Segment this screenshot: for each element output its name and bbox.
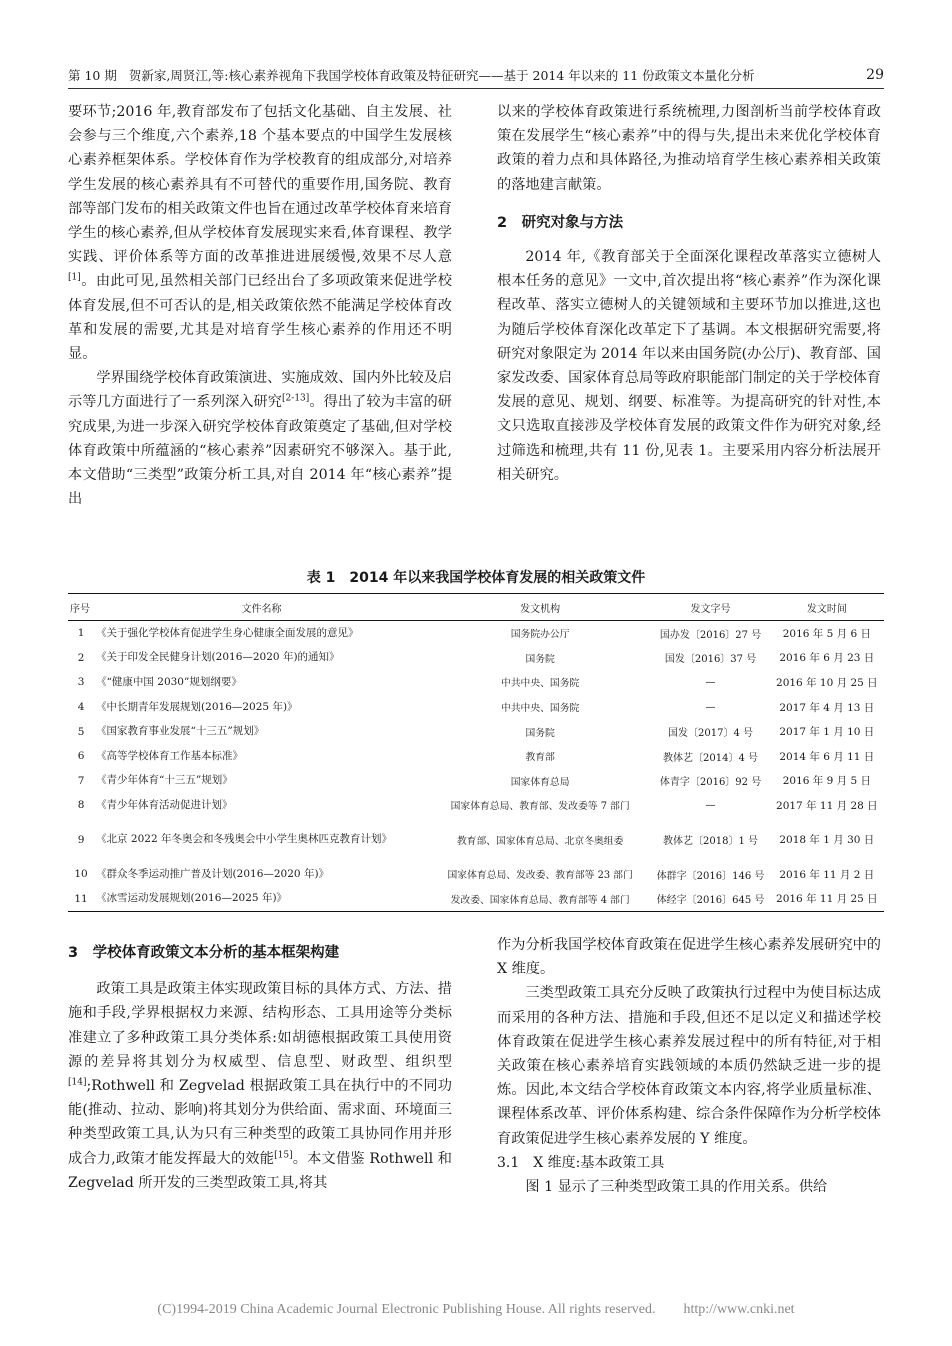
- paragraph: 政策工具是政策主体实现政策目标的具体方式、方法、措施和手段,学界根据权力来源、结构形态、工具用途等分类标准建立了多种政策工具分类体系:如胡德根据政策工具使用资源的差异将其划分为权威型、信息型、财政型、组织型[14];Rothwell 和 Zegvelad 根据政策工具在执行中的不同功能(推动、拉动、影响)将其划分为供给面、需求面、环境面三种类型政策工具,认为只有三种类型的政策工具协同作用并形成合力,政策才能发挥最大的效能[15]。本文借鉴 Rothwell 和 Zegvelad 所开发的三类型政策工具,将其: [68, 981, 452, 1191]
- right-column-top: [497, 100, 881, 487]
- table-row: 3 《“健康中国 2030”规划纲要》 中共中央、国务院 — 2016 年 10 月 25 日: [77, 675, 878, 690]
- citation[interactable]: [14]: [68, 1077, 87, 1088]
- table-row: 2 《关于印发全民健身计划(2016—2020 年)的通知》 国务院 国发〔2016〕37 号 2016 年 6 月 23 日: [77, 651, 875, 666]
- paragraph: 要环节;2016 年,教育部发布了包括文化基础、自主发展、社会参与三个维度,六个素养,18 个基本要点的中国学生发展核心素养框架体系。学校体育作为学校教育的组成部分,对培养学生发展的核心素养具有不可替代的重要作用,国务院、教育部等部门发布的相关政策文件也旨在通过改革学校体育来培育学生的核心素养,但从学校体育发展现实来看,体育课程、教学实践、评价体系等方面的改革推进进展缓慢,效果不尽人意[1]。由此可见,虽然相关部门已经出台了多项政策来促进学校体育发展,但不可否认的是,相关政策依然不能满足学校体育改革和发展的需要,尤其是对培育学生核心素养的作用还不明显。: [68, 104, 452, 363]
- col-header-code: 发文字号: [651, 594, 769, 621]
- paragraph: 图 1 显示了三种类型政策工具的作用关系。供给: [525, 1179, 828, 1196]
- table-row: 5 《国家教育事业发展“十三五”规划》 国务院 国发〔2017〕4 号 2017 年 1 月 10 日: [77, 725, 875, 740]
- running-header: [68, 64, 884, 86]
- citation[interactable]: [2-13]: [282, 393, 310, 404]
- table-header-row: [68, 594, 884, 621]
- citation[interactable]: [15]: [274, 1149, 293, 1160]
- policy-table: [68, 593, 884, 912]
- table-row: 4 《中长期青年发展规划(2016—2025 年)》 中共中央、国务院 — 2017 年 4 月 13 日: [77, 700, 875, 715]
- col-header-org: 发文机构: [429, 594, 652, 621]
- table-row: 11 《冰雪运动发展规划(2016—2025 年)》 发改委、国家体育总局、教育部等 4 部门 体经字〔2016〕645 号 2016 年 11 月 25 日: [68, 886, 884, 911]
- left-column-bottom: [68, 941, 452, 1195]
- issue-number: 第 10 期: [68, 68, 117, 83]
- table-row: 7 《青少年体育“十三五”规划》 国家体育总局 体青字〔2016〕92 号 2016 年 9 月 5 日: [77, 774, 871, 789]
- table-caption: 表 1 2014 年以来我国学校体育发展的相关政策文件: [306, 570, 646, 586]
- table-row: 6 《高等学校体育工作基本标准》 教育部 教体艺〔2014〕4 号 2014 年 6 月 11 日: [77, 749, 875, 764]
- section-heading-3: 3 学校体育政策文本分析的基本框架构建: [68, 945, 340, 961]
- paragraph: 学界围绕学校体育政策演进、实施成效、国内外比较及启示等几方面进行了一系列深入研究[2-13]。得出了较为丰富的研究成果,为进一步深入研究学校体育政策奠定了基础,但对学校体育政策中所蕴涵的“核心素养”因素研究不够深入。基于此,本文借助“三类型”政策分析工具,对自 2014 年“核心素养”提出: [68, 370, 452, 508]
- col-header-name: 文件名称: [94, 594, 429, 621]
- table-row: 8 《青少年体育活动促进计划》 国家体育总局、教育部、发改委等 7 部门 — 2017 年 11 月 28 日: [77, 798, 878, 813]
- table-row: 10 《群众冬季运动推广普及计划(2016—2020 年)》 国家体育总局、发改委、教育部等 23 部门 体群字〔2016〕146 号 2016 年 11 月 2 日: [74, 867, 875, 882]
- copyright-footer: (C)1994-2019 China Academic Journal Electronic Publishing House. All rights reserved. http://www.cnki.net: [157, 1302, 795, 1317]
- right-column-bottom: [497, 933, 881, 1199]
- paragraph: 作为分析我国学校体育政策在促进学生核心素养发展研究中的 X 维度。: [497, 937, 881, 978]
- table-row: 9 《北京 2022 年冬奥会和冬残奥会中小学生奥林匹克教育计划》 教育部、国家体育总局、北京冬奥组委 教体艺〔2018〕1 号 2018 年 1 月 30 日: [77, 833, 875, 848]
- col-header-no: 序号: [68, 594, 94, 621]
- running-title: 贺新家,周贤江,等:核心素养视角下我国学校体育政策及特征研究——基于 2014 年以来的 11 份政策文本量化分析: [128, 68, 755, 83]
- page-number: 29: [866, 67, 884, 83]
- paragraph: 三类型政策工具充分反映了政策执行过程中为使目标达成而采用的各种方法、措施和手段,但还不足以定义和描述学校体育政策在促进学生核心素养发展过程中的所有特征,对于相关政策在核心素养培育实践领域的本质仍然缺乏进一步的提炼。因此,本文结合学校体育政策文本内容,将学业质量标准、课程体系改革、评价体系构建、综合条件保障作为分析学校体育政策促进学生核心素养发展的 Y 维度。: [497, 985, 881, 1147]
- paragraph: 以来的学校体育政策进行系统梳理,力图剖析当前学校体育政策在发展学生“核心素养”中的得与失,提出未来优化学校体育政策的着力点和具体路径,为推动培育学生核心素养相关政策的落地建言献策。: [497, 104, 881, 193]
- citation[interactable]: [1]: [68, 272, 81, 283]
- col-header-date: 发文时间: [770, 594, 884, 621]
- section-heading-2: 2 研究对象与方法: [497, 214, 624, 231]
- table-row: 1 《关于强化学校体育促进学生身心健康全面发展的意见》 国务院办公厅 国办发〔2016〕27 号 2016 年 5 月 6 日: [77, 626, 871, 641]
- paragraph: 2014 年,《教育部关于全面深化课程改革落实立德树人根本任务的意见》一文中,首次提出将“核心素养”作为深化课程改革、落实立德树人的关键领域和主要环节加以推进,这也为随后学校体育深化改革定下了基调。本文根据研究需要,将研究对象限定为 2014 年以来由国务院(办公厅)、教育部、国家发改委、国家体育总局等政府职能部门制定的关于学校体育发展的意见、规划、纲要、标准等。为提高研究的针对性,本文只选取直接涉及学校体育发展的政策文件作为研究对象,经过筛选和梳理,共有 11 份,见表 1。主要采用内容分析法展开相关研究。: [497, 249, 881, 483]
- left-column-top: [68, 100, 452, 511]
- header-rule: [68, 88, 884, 89]
- subsection-heading-3-1: 3.1 X 维度:基本政策工具: [497, 1154, 665, 1171]
